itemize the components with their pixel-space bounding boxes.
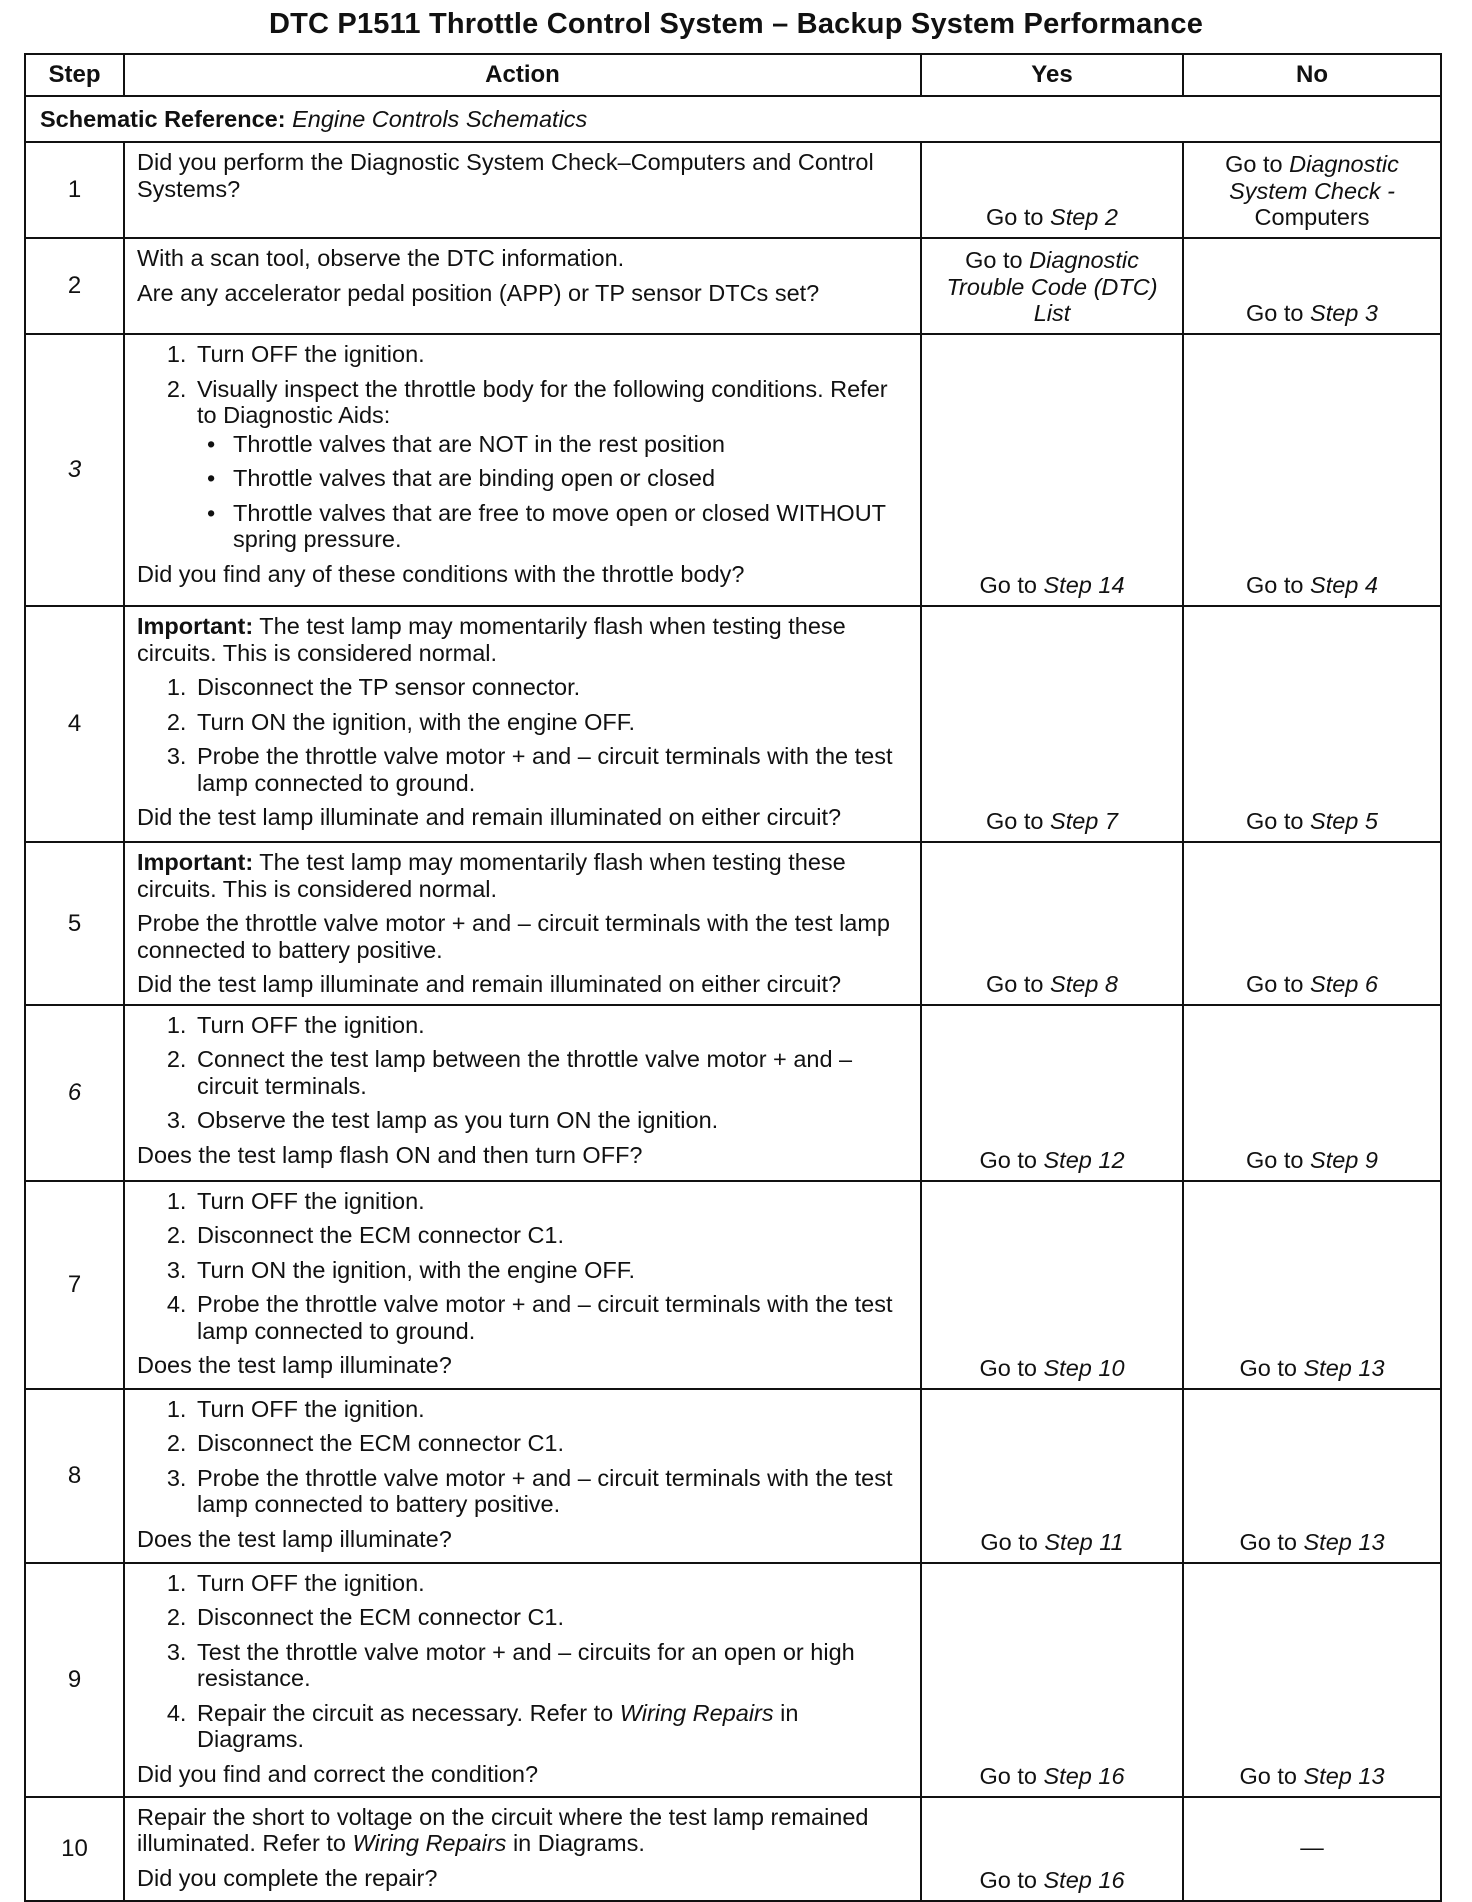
list-item: 3. Observe the test lamp as you turn ON the ignition. [193, 1107, 910, 1134]
step-number: 6 [25, 1005, 124, 1181]
table-row [25, 1005, 1441, 1181]
action-question: Did the test lamp illuminate and remain illuminated on either circuit? [137, 804, 842, 831]
list-item: 3. Test the throttle valve motor + and – circuits for an open or high resistance. [193, 1639, 910, 1692]
list-item: 2. Disconnect the ECM connector C1. [193, 1604, 910, 1631]
page-title: DTC P1511 Throttle Control System – Backup System Performance [268, 8, 1204, 40]
important-text: The test lamp may momentarily flash when testing these circuits. This is considered normal. [137, 849, 846, 902]
condition-bullets [197, 431, 910, 553]
schematic-row [25, 96, 1441, 142]
table-row [25, 1797, 1441, 1901]
no-prefix: Go to [1239, 1529, 1304, 1556]
action-steps [137, 1012, 910, 1134]
yes-prefix: Go to [979, 1355, 1044, 1382]
no-ref: Step 5 [1310, 808, 1378, 835]
table-row [25, 1389, 1441, 1563]
schematic-value: Engine Controls Schematics [292, 105, 588, 132]
no-cell [1183, 1563, 1441, 1797]
no-ref: Step 4 [1310, 572, 1378, 599]
no-ref: Step 9 [1310, 1147, 1378, 1174]
list-item: 1. Turn OFF the ignition. [193, 341, 910, 368]
list-item: 2. Disconnect the ECM connector C1. [193, 1430, 910, 1457]
step-number: 1 [25, 142, 124, 238]
action-steps [137, 674, 910, 796]
no-dash: — [1300, 1834, 1324, 1861]
list-item [193, 376, 910, 553]
list-item: 2. Disconnect the ECM connector C1. [193, 1222, 910, 1249]
yes-cell [921, 1389, 1183, 1563]
action-steps [137, 1396, 910, 1518]
action-cell [124, 142, 921, 238]
action-cell [124, 334, 921, 606]
list-item-text: Visually inspect the throttle body for the following conditions. Refer to Diagnostic Aids: [197, 375, 888, 429]
no-cell [1183, 1797, 1441, 1901]
yes-ref: Diagnostic Trouble Code (DTC) List [946, 247, 1158, 327]
header-yes: Yes [921, 54, 1183, 96]
action-cell [124, 1797, 921, 1901]
no-ref: Step 13 [1303, 1355, 1385, 1382]
no-cell [1183, 334, 1441, 606]
list-item: 1. Turn OFF the ignition. [193, 1396, 910, 1423]
important-note [137, 613, 910, 666]
no-prefix: Go to [1246, 572, 1311, 599]
bullet-item: • Throttle valves that are NOT in the rest position [229, 431, 910, 458]
action-question: Does the test lamp flash ON and then turn OFF? [137, 1141, 643, 1168]
yes-ref: Step 2 [1050, 204, 1118, 231]
yes-cell [921, 606, 1183, 842]
yes-cell [921, 1005, 1183, 1181]
action-question: Did you complete the repair? [137, 1864, 438, 1891]
yes-prefix: Go to [979, 1147, 1044, 1174]
no-prefix: Go to [1239, 1355, 1304, 1382]
action-question: Did you find any of these conditions with the throttle body? [137, 560, 745, 587]
list-item: 1. Turn OFF the ignition. [193, 1188, 910, 1215]
action-cell [124, 1563, 921, 1797]
header-no: No [1183, 54, 1441, 96]
list-item [193, 1700, 910, 1753]
important-label: Important: [137, 613, 254, 639]
table-row [25, 1563, 1441, 1797]
yes-ref: Step 14 [1043, 572, 1125, 599]
list-item: 1. Turn OFF the ignition. [193, 1012, 910, 1039]
list-item: 3. Probe the throttle valve motor + and – circuit terminals with the test lamp connected to battery positive. [193, 1465, 910, 1518]
table-row [25, 1181, 1441, 1389]
step-number: 3 [25, 334, 124, 606]
header-action: Action [124, 54, 921, 96]
yes-prefix: Go to [986, 808, 1051, 835]
yes-cell [921, 1181, 1183, 1389]
yes-cell [921, 1797, 1183, 1901]
yes-prefix: Go to [979, 1867, 1044, 1894]
yes-ref: Step 10 [1043, 1355, 1125, 1382]
no-cell [1183, 842, 1441, 1005]
bullet-item: • Throttle valves that are free to move open or closed WITHOUT spring pressure. [229, 500, 910, 553]
diagnostic-table [24, 53, 1442, 1902]
action-question: Did the test lamp illuminate and remain illuminated on either circuit? [137, 971, 842, 998]
list-item: 1. Turn OFF the ignition. [193, 1570, 910, 1597]
list-item: 2. Connect the test lamp between the throttle valve motor + and – circuit terminals. [193, 1046, 910, 1099]
yes-prefix: Go to [980, 1529, 1045, 1556]
no-prefix: Go to [1246, 1147, 1311, 1174]
schematic-label: Schematic Reference: [40, 105, 286, 132]
yes-ref: Step 11 [1044, 1529, 1124, 1556]
no-ref: Step 13 [1303, 1529, 1385, 1556]
no-cell [1183, 1389, 1441, 1563]
action-intro: With a scan tool, observe the DTC information. [137, 245, 625, 271]
item-prefix: Repair the circuit as necessary. Refer to [197, 1699, 620, 1726]
no-prefix: Go to [1246, 300, 1311, 327]
table-header-row [25, 54, 1441, 96]
table-row [25, 238, 1441, 334]
action-question: Did you perform the Diagnostic System Check–Computers and Control Systems? [137, 149, 874, 202]
step-number: 7 [25, 1181, 124, 1389]
step-number: 9 [25, 1563, 124, 1797]
intro-suffix: in Diagrams. [506, 1830, 645, 1857]
action-cell [124, 1181, 921, 1389]
important-text: The test lamp may momentarily flash when testing these circuits. This is considered normal. [137, 613, 846, 666]
no-ref: Step 13 [1303, 1763, 1385, 1790]
action-question: Are any accelerator pedal position (APP) or TP sensor DTCs set? [137, 279, 820, 306]
intro-prefix: Repair the short to voltage on the circuit where the test lamp remained illuminated. Refer to [137, 1803, 869, 1857]
table-row [25, 606, 1441, 842]
action-intro: Probe the throttle valve motor + and – circuit terminals with the test lamp connected to battery positive. [137, 910, 890, 963]
yes-cell [921, 334, 1183, 606]
list-item: 2. Turn ON the ignition, with the engine OFF. [193, 709, 910, 736]
step-number: 4 [25, 606, 124, 842]
no-ref: Diagnostic System Check - [1229, 151, 1399, 204]
no-prefix: Go to [1225, 151, 1290, 177]
action-question: Did you find and correct the condition? [137, 1761, 539, 1788]
no-prefix: Go to [1246, 808, 1311, 835]
step-number: 5 [25, 842, 124, 1005]
no-ref: Step 6 [1310, 971, 1378, 998]
yes-cell [921, 1563, 1183, 1797]
yes-prefix: Go to [986, 971, 1051, 998]
important-note [137, 849, 910, 902]
list-item: 4. Probe the throttle valve motor + and – circuit terminals with the test lamp connected to ground. [193, 1291, 910, 1344]
action-steps [137, 1188, 910, 1345]
action-cell [124, 1005, 921, 1181]
table-row [25, 142, 1441, 238]
no-cell [1183, 1181, 1441, 1389]
yes-prefix: Go to [986, 204, 1051, 231]
yes-ref: Step 12 [1043, 1147, 1125, 1174]
table-row [25, 334, 1441, 606]
item-suffix: in Diagrams. [197, 1699, 799, 1753]
yes-ref: Step 7 [1050, 808, 1118, 835]
no-cell [1183, 142, 1441, 238]
yes-cell [921, 238, 1183, 334]
action-steps [137, 341, 910, 553]
step-number: 10 [25, 1797, 124, 1901]
no-ref: Step 3 [1310, 300, 1378, 327]
step-number: 8 [25, 1389, 124, 1563]
list-item: 3. Probe the throttle valve motor + and – circuit terminals with the test lamp connected to ground. [193, 743, 910, 796]
schematic-reference [25, 96, 1441, 142]
wiring-repairs-ref: Wiring Repairs [619, 1699, 774, 1726]
list-item: 1. Disconnect the TP sensor connector. [193, 674, 910, 701]
yes-prefix: Go to [965, 247, 1030, 273]
no-prefix: Go to [1239, 1763, 1304, 1790]
yes-ref: Step 8 [1050, 971, 1118, 998]
no-prefix: Go to [1246, 971, 1311, 998]
yes-cell [921, 842, 1183, 1005]
action-intro [137, 1804, 910, 1857]
action-cell [124, 606, 921, 842]
action-steps [137, 1570, 910, 1753]
yes-ref: Step 16 [1043, 1867, 1125, 1894]
yes-prefix: Go to [979, 1763, 1044, 1790]
list-item: 3. Turn ON the ignition, with the engine OFF. [193, 1257, 910, 1284]
wiring-repairs-ref: Wiring Repairs [352, 1830, 507, 1857]
bullet-item: • Throttle valves that are binding open or closed [229, 465, 910, 492]
no-cell [1183, 238, 1441, 334]
no-cell [1183, 606, 1441, 842]
header-step: Step [25, 54, 124, 96]
no-cell [1183, 1005, 1441, 1181]
action-question: Does the test lamp illuminate? [137, 1352, 452, 1379]
action-question: Does the test lamp illuminate? [137, 1525, 452, 1552]
step-number: 2 [25, 238, 124, 334]
yes-cell [921, 142, 1183, 238]
table-row [25, 842, 1441, 1005]
yes-ref: Step 16 [1043, 1763, 1125, 1790]
action-cell [124, 1389, 921, 1563]
action-cell [124, 842, 921, 1005]
important-label: Important: [137, 849, 254, 875]
yes-prefix: Go to [979, 572, 1044, 599]
no-suffix: Computers [1254, 204, 1370, 231]
action-cell [124, 238, 921, 334]
